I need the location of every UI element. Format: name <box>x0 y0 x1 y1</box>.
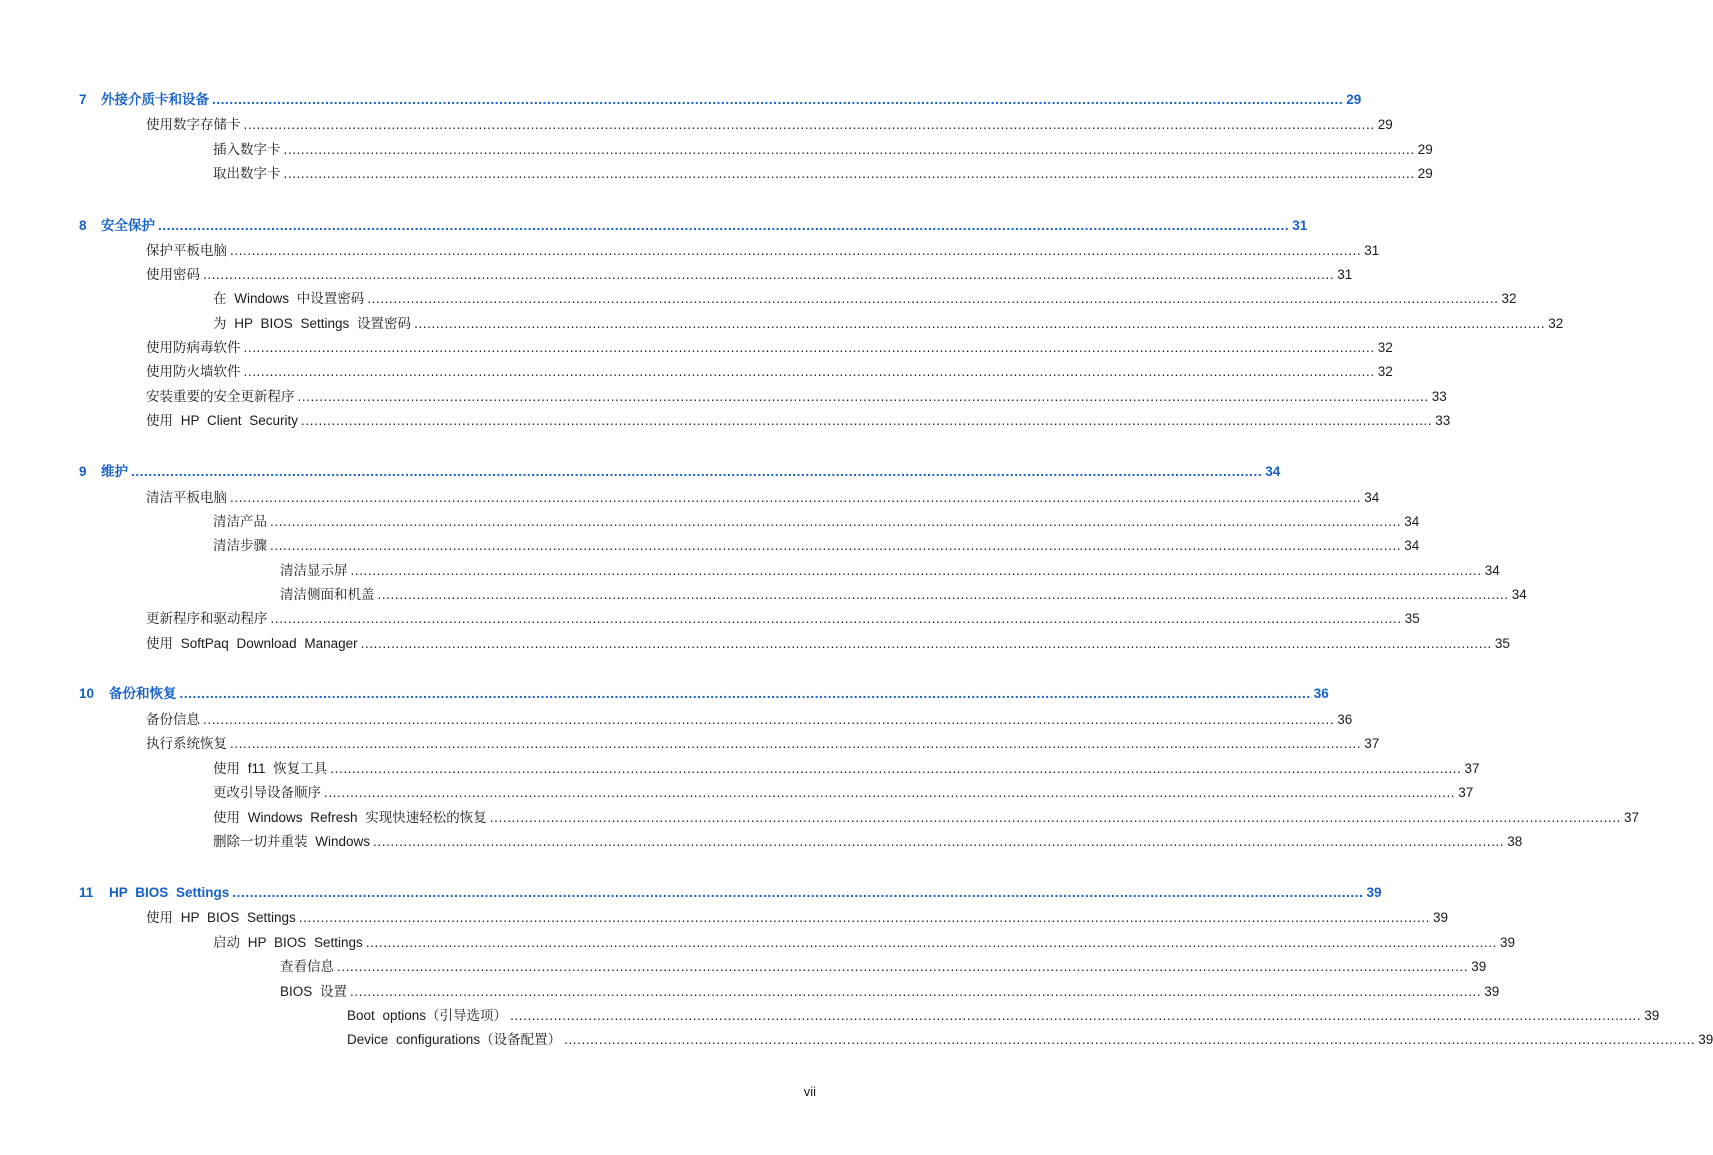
toc-entry-title: Device configurations（设备配置） <box>347 1032 562 1047</box>
dot-leader: .................................................................................................................................................................................................................................................................... <box>283 166 1415 181</box>
toc-chapter-entry[interactable] <box>79 214 1308 234</box>
toc-chapter-number: 7 <box>79 92 87 107</box>
toc-entry[interactable] <box>280 955 1487 975</box>
toc-entry[interactable] <box>146 632 1510 652</box>
toc-page-number: 29 <box>1346 92 1362 107</box>
toc-entry[interactable] <box>347 1028 1713 1048</box>
dot-leader: .................................................................................................................................................................................................................................................................... <box>179 686 1311 701</box>
toc-entry-title: 清洁侧面和机盖 <box>280 587 375 602</box>
dot-leader: .................................................................................................................................................................................................................................................................... <box>158 218 1290 233</box>
toc-page-number: 39 <box>1471 959 1487 974</box>
toc-page-number: 34 <box>1265 464 1281 479</box>
toc-page-number: 32 <box>1501 291 1517 306</box>
toc-entry-title: 插入数字卡 <box>213 142 281 157</box>
toc-page-number: 34 <box>1404 538 1420 553</box>
toc-page-number: 39 <box>1366 885 1382 900</box>
toc-entry-title: 使用 HP Client Security <box>146 413 299 428</box>
toc-chapter-number: 10 <box>79 686 95 701</box>
toc-page-number: 37 <box>1624 810 1640 825</box>
dot-leader: .................................................................................................................................................................................................................................................................... <box>212 92 1344 107</box>
toc-entry[interactable] <box>146 385 1447 405</box>
dot-leader: .................................................................................................................................................................................................................................................................... <box>414 316 1546 331</box>
toc-entry-title: 保护平板电脑 <box>146 243 227 258</box>
dot-leader: .................................................................................................................................................................................................................................................................... <box>350 563 1482 578</box>
toc-page-number: 35 <box>1404 611 1420 626</box>
dot-leader: .................................................................................................................................................................................................................................................................... <box>230 736 1362 751</box>
dot-leader: .................................................................................................................................................................................................................................................................... <box>131 464 1263 479</box>
toc-page-number: 31 <box>1337 267 1353 282</box>
toc-entry[interactable] <box>280 559 1500 579</box>
toc-page-number: 34 <box>1364 490 1380 505</box>
dot-leader: .................................................................................................................................................................................................................................................................... <box>270 611 1402 626</box>
dot-leader: .................................................................................................................................................................................................................................................................... <box>243 364 1375 379</box>
toc-entry-title: 执行系统恢复 <box>146 736 227 751</box>
dot-leader: .................................................................................................................................................................................................................................................................... <box>324 785 1456 800</box>
toc-page-number: 29 <box>1377 117 1393 132</box>
dot-leader: .................................................................................................................................................................................................................................................................... <box>365 935 1498 950</box>
toc-chapter-number: 11 <box>79 885 94 900</box>
dot-leader: .................................................................................................................................................................................................................................................................... <box>564 1032 1696 1047</box>
toc-page-number: 36 <box>1337 712 1353 727</box>
toc-entry-title: Boot options（引导选项） <box>347 1008 508 1023</box>
toc-page-number: 31 <box>1364 243 1380 258</box>
dot-leader: .................................................................................................................................................................................................................................................................... <box>360 636 1492 651</box>
toc-entry-title: 删除一切并重装 Windows <box>213 834 371 849</box>
toc-entry-title: 清洁产品 <box>213 514 267 529</box>
toc-entry[interactable] <box>347 1004 1660 1024</box>
dot-leader: .................................................................................................................................................................................................................................................................... <box>283 142 1415 157</box>
toc-entry-title: 取出数字卡 <box>213 166 281 181</box>
toc-page-number: 39 <box>1698 1032 1713 1047</box>
toc-entry-title: 使用 SoftPaq Download Manager <box>146 636 358 651</box>
toc-page-number: 34 <box>1484 563 1500 578</box>
toc-entry-title: 备份信息 <box>146 712 200 727</box>
toc-page-number: 39 <box>1500 935 1516 950</box>
toc-page-number: 33 <box>1431 389 1447 404</box>
toc-entry[interactable] <box>213 830 1523 850</box>
dot-leader: .................................................................................................................................................................................................................................................................... <box>367 291 1499 306</box>
toc-entry-title: 维护 <box>101 464 128 479</box>
dot-leader: .................................................................................................................................................................................................................................................................... <box>243 340 1375 355</box>
toc-entry[interactable] <box>213 138 1433 158</box>
toc-chapter-entry[interactable] <box>79 460 1281 480</box>
toc-page-number: 34 <box>1511 587 1527 602</box>
toc-entry[interactable] <box>213 806 1640 826</box>
dot-leader: .................................................................................................................................................................................................................................................................... <box>298 910 1431 925</box>
toc-page-number: 34 <box>1404 514 1420 529</box>
toc-entry-title: 清洁步骤 <box>213 538 267 553</box>
toc-entry-title: 使用密码 <box>146 267 200 282</box>
toc-entry[interactable] <box>146 486 1380 506</box>
toc-entry[interactable] <box>213 287 1517 307</box>
toc-entry-title: 使用防病毒软件 <box>146 340 241 355</box>
toc-page-number: 38 <box>1507 834 1523 849</box>
toc-entry[interactable] <box>146 263 1353 283</box>
toc-entry-title: BIOS 设置 <box>280 984 348 999</box>
toc-entry-title: 在 Windows 中设置密码 <box>213 291 365 306</box>
toc-entry-title: 使用防火墙软件 <box>146 364 241 379</box>
dot-leader: .................................................................................................................................................................................................................................................................... <box>203 712 1335 727</box>
dot-leader: .................................................................................................................................................................................................................................................................... <box>377 587 1509 602</box>
toc-page-number: 32 <box>1377 340 1393 355</box>
toc-entry[interactable] <box>280 980 1500 1000</box>
toc-entry[interactable] <box>146 607 1420 627</box>
toc-page-number: 35 <box>1494 636 1510 651</box>
toc-entry[interactable] <box>280 583 1527 603</box>
dot-leader: .................................................................................................................................................................................................................................................................... <box>232 885 1364 900</box>
toc-page-number: 39 <box>1644 1008 1660 1023</box>
toc-page-number: 29 <box>1417 142 1433 157</box>
toc-entry-title: 使用 f11 恢复工具 <box>213 761 328 776</box>
toc-entry-title: 使用数字存储卡 <box>146 117 241 132</box>
toc-page-number: 32 <box>1377 364 1393 379</box>
toc-page-number: 33 <box>1435 413 1451 428</box>
page-number: vii <box>803 1084 816 1099</box>
toc-entry-title: 更改引导设备顺序 <box>213 785 321 800</box>
toc-page-number: 29 <box>1417 166 1433 181</box>
toc-entry-title: 安全保护 <box>101 218 155 233</box>
toc-page-number: 31 <box>1292 218 1308 233</box>
toc-chapter-entry[interactable] <box>79 88 1362 108</box>
toc-entry[interactable] <box>213 757 1480 777</box>
toc-entry[interactable] <box>146 360 1393 380</box>
toc-chapter-entry[interactable] <box>79 881 1382 901</box>
toc-chapter-entry[interactable] <box>79 682 1329 702</box>
toc-entry[interactable] <box>213 162 1433 182</box>
toc-entry[interactable] <box>146 409 1451 429</box>
toc-entry-title: 更新程序和驱动程序 <box>146 611 268 626</box>
toc-entry-title: 使用 HP BIOS Settings <box>146 910 296 925</box>
dot-leader: .................................................................................................................................................................................................................................................................... <box>350 984 1482 999</box>
toc-entry[interactable] <box>146 906 1449 926</box>
toc-entry-title: 使用 Windows Refresh 实现快速轻松的恢复 <box>213 810 487 825</box>
toc-entry[interactable] <box>213 510 1420 530</box>
toc-page-number: 39 <box>1484 984 1500 999</box>
toc-page-number: 37 <box>1458 785 1474 800</box>
toc-entry-title: 安装重要的安全更新程序 <box>146 389 295 404</box>
toc-entry[interactable] <box>146 239 1380 259</box>
toc-entry[interactable] <box>146 732 1380 752</box>
dot-leader: .................................................................................................................................................................................................................................................................... <box>230 243 1362 258</box>
toc-entry-title: 启动 HP BIOS Settings <box>213 935 363 950</box>
toc-entry-title: 清洁显示屏 <box>280 563 348 578</box>
toc-chapter-number: 9 <box>79 464 87 479</box>
toc-entry-title: 查看信息 <box>280 959 334 974</box>
toc-entry-title: 外接介质卡和设备 <box>101 92 209 107</box>
toc-entry[interactable] <box>146 113 1393 133</box>
dot-leader: .................................................................................................................................................................................................................................................................... <box>510 1008 1642 1023</box>
dot-leader: .................................................................................................................................................................................................................................................................... <box>301 413 1433 428</box>
dot-leader: .................................................................................................................................................................................................................................................................... <box>297 389 1429 404</box>
toc-entry[interactable] <box>213 534 1420 554</box>
toc-entry[interactable] <box>213 931 1516 951</box>
toc-entry-title: 为 HP BIOS Settings 设置密码 <box>213 316 412 331</box>
dot-leader: .................................................................................................................................................................................................................................................................... <box>270 514 1402 529</box>
toc-entry-title: 备份和恢复 <box>109 686 177 701</box>
toc-page-number: 37 <box>1364 736 1380 751</box>
toc-entry[interactable] <box>213 781 1474 801</box>
dot-leader: .................................................................................................................................................................................................................................................................... <box>203 267 1335 282</box>
toc-entry[interactable] <box>146 708 1353 728</box>
toc-entry-title: HP BIOS Settings <box>109 885 230 900</box>
toc-page-number: 36 <box>1313 686 1329 701</box>
toc-entry-title: 清洁平板电脑 <box>146 490 227 505</box>
dot-leader: .................................................................................................................................................................................................................................................................... <box>489 810 1621 825</box>
dot-leader: .................................................................................................................................................................................................................................................................... <box>243 117 1375 132</box>
toc-chapter-number: 8 <box>79 218 87 233</box>
toc-entry[interactable] <box>213 312 1564 332</box>
dot-leader: .................................................................................................................................................................................................................................................................... <box>270 538 1402 553</box>
toc-page-number: 39 <box>1433 910 1449 925</box>
dot-leader: .................................................................................................................................................................................................................................................................... <box>330 761 1462 776</box>
dot-leader: .................................................................................................................................................................................................................................................................... <box>230 490 1362 505</box>
toc-page-number: 32 <box>1548 316 1564 331</box>
toc-entry[interactable] <box>146 336 1393 356</box>
dot-leader: .................................................................................................................................................................................................................................................................... <box>337 959 1469 974</box>
dot-leader: .................................................................................................................................................................................................................................................................... <box>373 834 1505 849</box>
toc-page-number: 37 <box>1464 761 1480 776</box>
